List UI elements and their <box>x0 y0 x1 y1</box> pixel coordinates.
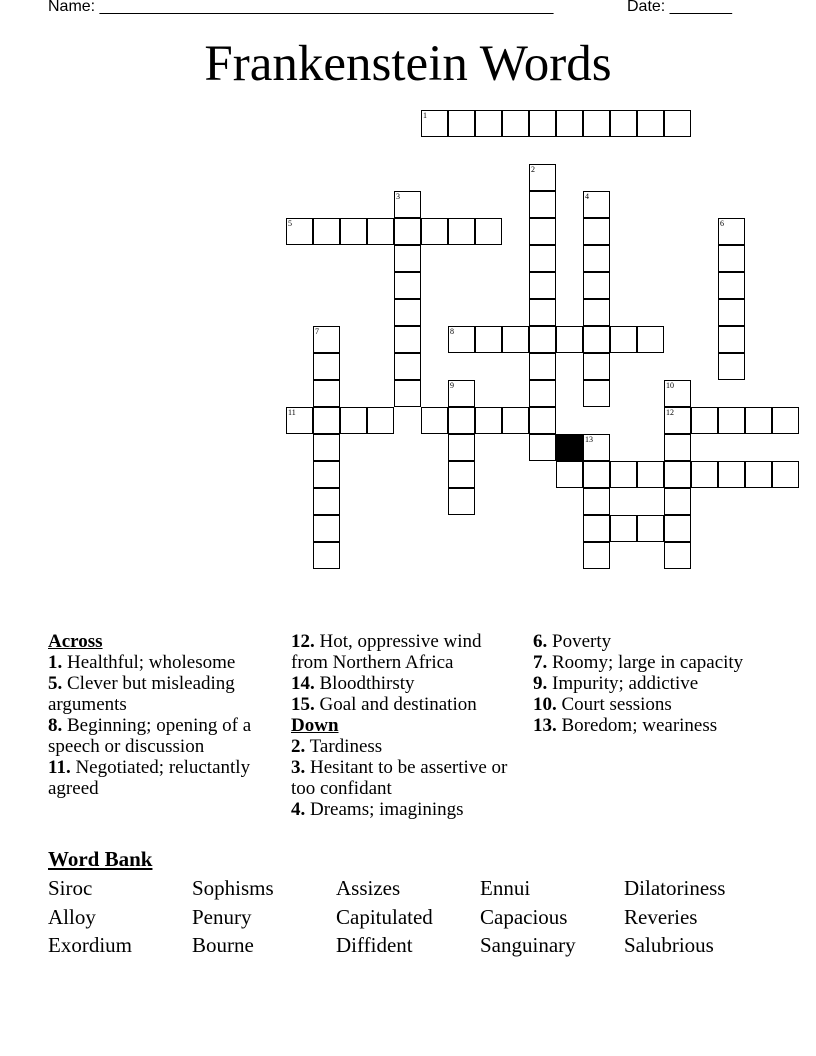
grid-cell[interactable] <box>610 110 637 137</box>
word-bank-item: Penury <box>192 904 252 929</box>
clue-text: Poverty <box>547 631 612 652</box>
grid-cell[interactable] <box>394 218 421 245</box>
clue-number: 6 <box>720 219 724 228</box>
clue-text: Dreams; imaginings <box>305 799 464 820</box>
grid-cell[interactable] <box>421 218 448 245</box>
clue <box>533 694 773 715</box>
grid-cell[interactable] <box>448 407 475 434</box>
grid-cell[interactable] <box>313 380 340 407</box>
clue-number: 9 <box>450 381 454 390</box>
clue-number-label: 3. <box>291 757 306 778</box>
grid-cell[interactable] <box>664 515 691 542</box>
word-bank-item: Capacious <box>480 904 568 929</box>
clue <box>291 673 513 694</box>
grid-cell[interactable] <box>610 515 637 542</box>
grid-cell[interactable] <box>448 380 475 407</box>
grid-cell[interactable] <box>448 110 475 137</box>
grid-cell[interactable] <box>772 461 799 488</box>
grid-cell[interactable] <box>448 461 475 488</box>
grid-cell[interactable] <box>475 110 502 137</box>
clue-text: Bloodthirsty <box>314 673 415 694</box>
grid-cell[interactable] <box>637 461 664 488</box>
grid-cell[interactable] <box>583 272 610 299</box>
clue-number-label: 8. <box>48 715 63 736</box>
grid-cell[interactable] <box>610 326 637 353</box>
grid-cell[interactable] <box>313 515 340 542</box>
grid-cell[interactable] <box>529 191 556 218</box>
word-bank-item: Exordium <box>48 933 132 957</box>
grid-cell[interactable] <box>340 218 367 245</box>
grid-cell[interactable] <box>529 434 556 461</box>
grid-cell[interactable] <box>583 191 610 218</box>
down-heading: Down <box>291 715 339 736</box>
grid-cell[interactable] <box>502 326 529 353</box>
grid-cell[interactable] <box>718 353 745 380</box>
grid-cell[interactable] <box>286 407 313 434</box>
grid-cell[interactable] <box>583 326 610 353</box>
grid-cell[interactable] <box>772 407 799 434</box>
grid-cell[interactable] <box>394 245 421 272</box>
clue-number: 10 <box>666 381 674 390</box>
grid-cell[interactable] <box>448 434 475 461</box>
clue-text: Beginning; opening of a speech or discussion <box>48 715 252 757</box>
word-bank-item: Dilatoriness <box>624 876 726 900</box>
word-bank-title: Word Bank <box>48 847 153 871</box>
clue-text: Healthful; wholesome <box>62 652 236 673</box>
grid-cell[interactable] <box>583 380 610 407</box>
grid-cell[interactable] <box>718 218 745 245</box>
grid-cell[interactable] <box>637 515 664 542</box>
grid-cell[interactable] <box>394 353 421 380</box>
grid-cell[interactable] <box>583 353 610 380</box>
grid-cell[interactable] <box>502 110 529 137</box>
clues-column-3 <box>533 631 773 736</box>
grid-cell[interactable] <box>313 488 340 515</box>
grid-cell[interactable] <box>664 407 691 434</box>
grid-cell[interactable] <box>556 326 583 353</box>
grid-cell[interactable] <box>421 110 448 137</box>
grid-cell[interactable] <box>718 326 745 353</box>
clue-number: 5 <box>288 219 292 228</box>
clue-number: 2 <box>531 165 535 174</box>
clue-number: 4 <box>585 192 589 201</box>
grid-cell[interactable] <box>313 218 340 245</box>
clue-text: Tardiness <box>305 736 383 757</box>
clue-number-label: 9. <box>533 673 548 694</box>
clue <box>533 631 773 652</box>
grid-cell[interactable] <box>637 326 664 353</box>
grid-cell[interactable] <box>664 488 691 515</box>
clue-number: 8 <box>450 327 454 336</box>
grid-cell[interactable] <box>745 407 772 434</box>
clue <box>48 673 273 715</box>
grid-cell[interactable] <box>664 542 691 569</box>
clues-column-2 <box>291 631 513 820</box>
grid-cell[interactable] <box>313 434 340 461</box>
grid-cell[interactable] <box>610 461 637 488</box>
grid-cell[interactable] <box>637 110 664 137</box>
clue <box>533 673 773 694</box>
clue-text: Roomy; large in capacity <box>547 652 744 673</box>
grid-cell[interactable] <box>340 407 367 434</box>
clue-text: Hesitant to be assertive or too confidant <box>291 757 508 799</box>
word-bank-item: Alloy <box>48 904 96 929</box>
grid-cell[interactable] <box>394 299 421 326</box>
grid-cell[interactable] <box>583 542 610 569</box>
grid-cell[interactable] <box>664 434 691 461</box>
clue-number-label: 10. <box>533 694 557 715</box>
word-bank-item: Sanguinary <box>480 933 576 957</box>
clue-text: Boredom; weariness <box>556 715 718 736</box>
grid-cell[interactable] <box>718 272 745 299</box>
grid-cell[interactable] <box>583 299 610 326</box>
grid-cell[interactable] <box>529 110 556 137</box>
grid-cell[interactable] <box>529 407 556 434</box>
grid-cell[interactable] <box>448 488 475 515</box>
grid-cell[interactable] <box>718 461 745 488</box>
clue-number-label: 6. <box>533 631 548 652</box>
clue-text: Court sessions <box>556 694 672 715</box>
black-cell <box>556 434 583 461</box>
clue-number-label: 14. <box>291 673 315 694</box>
grid-cell[interactable] <box>583 515 610 542</box>
word-bank-item: Sophisms <box>192 876 274 900</box>
grid-cell[interactable] <box>313 461 340 488</box>
clue-text: Goal and destination <box>314 694 477 715</box>
grid-cell[interactable] <box>556 110 583 137</box>
grid-cell[interactable] <box>313 353 340 380</box>
across-heading: Across <box>48 631 103 652</box>
clue-number: 11 <box>288 408 296 417</box>
grid-cell[interactable] <box>448 326 475 353</box>
grid-cell[interactable] <box>475 218 502 245</box>
clue-number: 12 <box>666 408 674 417</box>
clue-number-label: 5. <box>48 673 63 694</box>
clue-number-label: 2. <box>291 736 306 757</box>
grid-cell[interactable] <box>313 542 340 569</box>
name-field-label: Name: ___________________________________________________ <box>48 0 554 15</box>
grid-cell[interactable] <box>529 353 556 380</box>
grid-cell[interactable] <box>583 245 610 272</box>
grid-cell[interactable] <box>502 407 529 434</box>
grid-cell[interactable] <box>367 407 394 434</box>
grid-cell[interactable] <box>664 461 691 488</box>
clue <box>48 715 273 757</box>
clue-text: Impurity; addictive <box>547 673 699 694</box>
grid-cell[interactable] <box>529 299 556 326</box>
grid-cell[interactable] <box>583 434 610 461</box>
grid-cell[interactable] <box>529 272 556 299</box>
grid-cell[interactable] <box>583 461 610 488</box>
grid-cell[interactable] <box>529 245 556 272</box>
clue-number: 3 <box>396 192 400 201</box>
clue-number-label: 12. <box>291 631 315 652</box>
grid-cell[interactable] <box>691 407 718 434</box>
grid-cell[interactable] <box>718 299 745 326</box>
grid-cell[interactable] <box>664 380 691 407</box>
grid-cell[interactable] <box>367 218 394 245</box>
clue <box>533 715 773 736</box>
clue <box>48 652 273 673</box>
grid-cell[interactable] <box>745 461 772 488</box>
word-bank-item: Bourne <box>192 933 254 957</box>
clue <box>48 757 273 799</box>
clue-text: Negotiated; reluctantly agreed <box>48 757 251 799</box>
clue-number: 1 <box>423 111 427 120</box>
word-bank <box>48 874 768 960</box>
word-bank-item: Siroc <box>48 876 93 900</box>
clue <box>291 631 513 673</box>
grid-cell[interactable] <box>583 488 610 515</box>
clue <box>291 757 513 799</box>
word-bank-item: Capitulated <box>336 904 433 929</box>
grid-cell[interactable] <box>475 407 502 434</box>
clue-number-label: 15. <box>291 694 315 715</box>
grid-cell[interactable] <box>313 407 340 434</box>
clue <box>291 799 513 820</box>
grid-cell[interactable] <box>529 164 556 191</box>
grid-cell[interactable] <box>529 380 556 407</box>
word-bank-item: Ennui <box>480 876 531 900</box>
clues-column-1 <box>48 631 273 799</box>
grid-cell[interactable] <box>691 461 718 488</box>
grid-cell[interactable] <box>394 326 421 353</box>
grid-cell[interactable] <box>394 380 421 407</box>
grid-cell[interactable] <box>529 326 556 353</box>
clue-number-label: 13. <box>533 715 557 736</box>
grid-cell[interactable] <box>313 326 340 353</box>
clue-number-label: 7. <box>533 652 548 673</box>
grid-cell[interactable] <box>583 218 610 245</box>
grid-cell[interactable] <box>448 218 475 245</box>
grid-cell[interactable] <box>421 407 448 434</box>
grid-cell[interactable] <box>394 191 421 218</box>
word-bank-item: Salubrious <box>624 933 714 957</box>
grid-cell[interactable] <box>556 461 583 488</box>
grid-cell[interactable] <box>718 245 745 272</box>
grid-cell[interactable] <box>475 326 502 353</box>
word-bank-item: Reveries <box>624 904 698 929</box>
clue-number-label: 4. <box>291 799 306 820</box>
clue-text: Clever but misleading arguments <box>48 673 235 715</box>
clue <box>533 652 773 673</box>
date-field-label: Date: _______ <box>627 0 732 15</box>
clue <box>291 736 513 757</box>
grid-cell[interactable] <box>286 218 313 245</box>
grid-cell[interactable] <box>394 272 421 299</box>
grid-cell[interactable] <box>583 110 610 137</box>
clue-number: 13 <box>585 435 593 444</box>
down-clue-list-continued <box>533 631 773 736</box>
clue <box>291 694 513 715</box>
down-clue-list <box>291 736 513 820</box>
across-clue-list <box>48 652 273 799</box>
word-bank-item: Assizes <box>336 876 401 900</box>
grid-cell[interactable] <box>664 110 691 137</box>
grid-cell[interactable] <box>718 407 745 434</box>
word-bank-item: Diffident <box>336 933 413 957</box>
clue-number-label: 1. <box>48 652 63 673</box>
page-title: Frankenstein Words <box>204 36 612 92</box>
clue-number: 7 <box>315 327 319 336</box>
clue-number-label: 11. <box>48 757 71 778</box>
clue-text: Hot, oppressive wind from Northern Africa <box>291 631 482 673</box>
grid-cell[interactable] <box>529 218 556 245</box>
across-clue-list-continued <box>291 631 513 715</box>
